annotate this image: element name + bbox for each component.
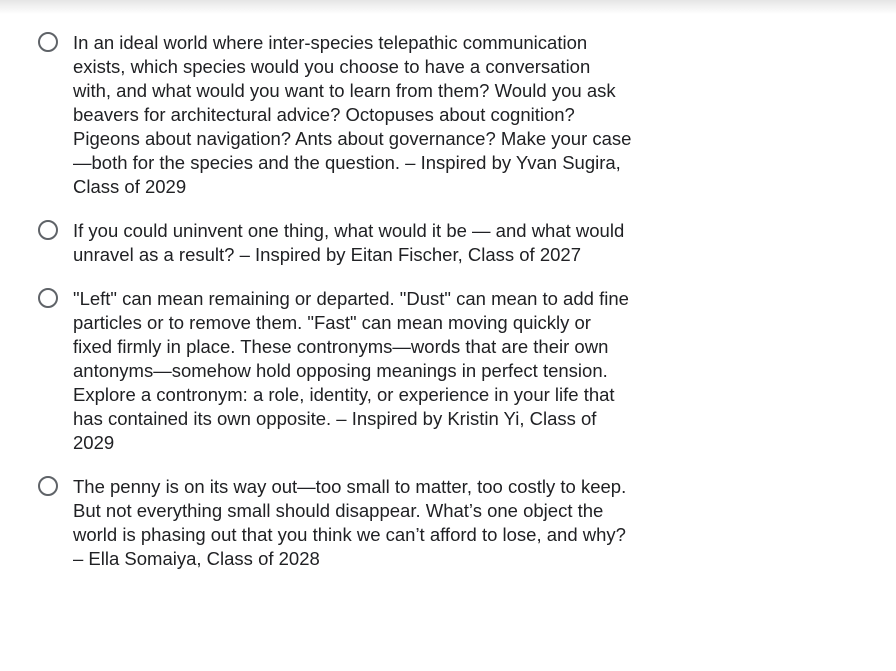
radio-circle-icon[interactable] bbox=[38, 476, 58, 496]
option-label: The penny is on its way out—too small to matter, too costly to keep. But not everything small should disappear. What’s one object the world is phasing out that you think we can’t afford to lose, and why? – Ella Somaiya, Class of 2028 bbox=[73, 476, 627, 569]
header-shadow bbox=[0, 0, 896, 14]
option-label: If you could uninvent one thing, what would it be — and what would unravel as a result? – Inspired by Eitan Fischer, Class of 2027 bbox=[73, 220, 625, 265]
radio-circle-icon[interactable] bbox=[38, 288, 58, 308]
option-uninvent-one-thing[interactable] bbox=[38, 219, 638, 267]
option-contronym[interactable] bbox=[38, 287, 638, 455]
radio-circle-icon[interactable] bbox=[38, 220, 58, 240]
essay-prompt-options bbox=[38, 31, 638, 571]
option-label: In an ideal world where inter-species telepathic communication exists, which species would you choose to have a conversation with, and what would you want to learn from them? Would you ask beavers for architectural advice? Octopuses about cognition? Pigeons about navigation? Ants about governance? Make your case—both for the species and the question. – Inspired by Yvan Sugira, Class of 2029 bbox=[73, 32, 632, 197]
option-penny-phasing-out[interactable] bbox=[38, 475, 638, 571]
option-label: "Left" can mean remaining or departed. "Dust" can mean to add fine particles or to remove them. "Fast" can mean moving quickly or fixed firmly in place. These contronyms—words that are their own antonyms—somehow hold opposing meanings in perfect tension. Explore a contronym: a role, identity, or experience in your life that has contained its own opposite. – Inspired by Kristin Yi, Class of 2029 bbox=[73, 288, 629, 453]
radio-circle-icon[interactable] bbox=[38, 32, 58, 52]
option-telepathic-communication[interactable] bbox=[38, 31, 638, 199]
